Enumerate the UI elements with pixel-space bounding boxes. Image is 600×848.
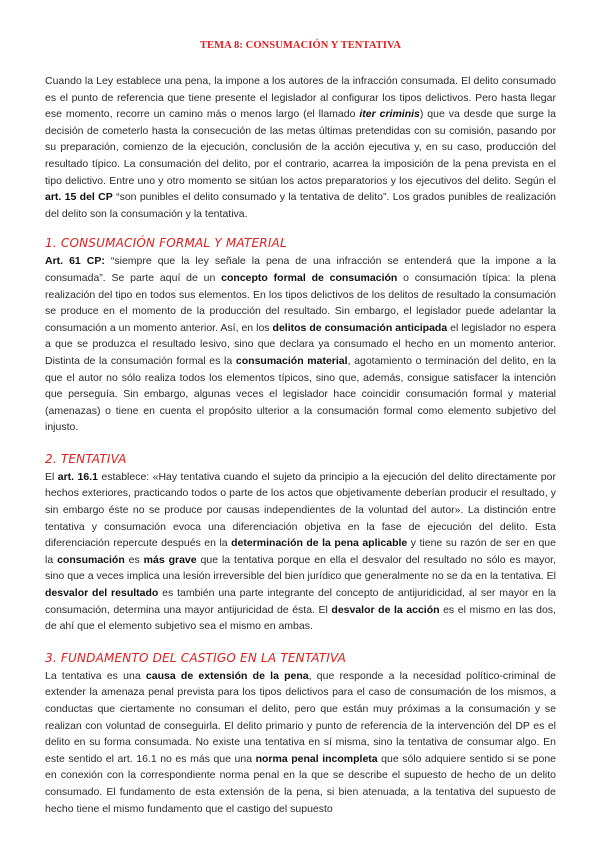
section-text: es: [124, 553, 144, 566]
section-text: es el mismo en las dos, de ahí que el elemento subjetivo sea el mismo en ambas.: [45, 603, 556, 633]
section-text: es también una parte integrante del concepto de antijuridicidad, al ser mayor en la consumación, determina una mayor antijuricidad de ésta. El: [45, 587, 556, 616]
section-emphasis: determinación de la pena aplicable: [231, 537, 408, 550]
section-emphasis: consumación: [57, 553, 125, 566]
section-emphasis: art. 16.1: [57, 470, 98, 483]
intro-text: Cuando la Ley establece una pena, la impone a los autores de la infracción consumada. El delito consumado es el punto de referencia que tiene presente el legislador al configurar los tipos delictivos. Pero hasta llegar ese momento, recorre un camino más o menos largo (el llamado: [45, 75, 556, 121]
intro-text: “son punibles el delito consumado y la tentativa de delito”. Los grados punibles de realización del delito son la consumación y la tentativa.: [45, 191, 557, 220]
section-text: o consumación típica: la plena realización del tipo en todos sus elementos. En los tipos delictivos de los delitos de resultado la consumación se produce en el momento de la producción del resultado. Sin embargo, el legislador puede adelantar la consumación a un momento anterior. Así, en los: [45, 271, 556, 334]
section-emphasis: desvalor del resultado: [45, 587, 159, 600]
section-paragraph-fundamento: [45, 668, 556, 817]
section-emphasis: consumación material: [235, 354, 348, 367]
section-text: que la tentativa porque en ella el desvalor del resultado no sólo es mayor, sino que a veces implica una lesión irreversible del bien jurídico que generalmente no se da en la tentativa. El: [45, 553, 556, 583]
section-emphasis: concepto formal de consumación: [221, 271, 398, 284]
section-emphasis: causa de extensión de la pena: [145, 669, 309, 682]
section-emphasis: desvalor de la acción: [331, 603, 440, 616]
intro-paragraph: [45, 73, 556, 222]
section-emphasis: Art. 61 CP:: [45, 255, 105, 268]
section-paragraph-consumacion: [45, 253, 556, 436]
section-text: establece: «Hay tentativa cuando el sujeto da principio a la ejecución del delito directamente por hechos exteriores, practicando todos o parte de los actos que objetivamente deberían producir el resultado, y sin embargo éste no se produce por causas independientes de la voluntad del autor». La distinción entre tentativa y consumación evoca una diferenciación objetiva en la fase de ejecución del delito. Esta diferenciación repercute después en la: [45, 470, 556, 550]
section-text: “siempre que la ley señale la pena de una infracción se entenderá que la impone a la consumada”. Se parte aquí de un: [45, 255, 556, 284]
section-emphasis: más grave: [143, 553, 197, 566]
intro-text: ) que va desde que surge la decisión de cometerlo hasta la consecución de las metas últimas pretendidas con su comisión, pasando por su preparación, comienzo de la ejecución, conclusión de la acción ejecutiva y, en su caso, producción del resultado típico. La consumación del delito, por el contrario, acarrea la imposición de la pena prevista en el tipo delictivo. Entre uno y otro momento se sitúan los actos preparatorios y los ejecutivos del delito. Según el: [45, 108, 556, 187]
section-emphasis: norma penal incompleta: [255, 752, 378, 765]
section-heading-tentativa: 2. TENTATIVA: [45, 451, 127, 466]
section-text: La tentativa es una: [45, 669, 146, 682]
intro-emphasis: art. 15 del CP: [45, 191, 113, 204]
section-text: que sólo adquiere sentido si se pone en conexión con la correspondiente norma penal en la que se describe el supuesto de hecho de un delito consumado. El fundamento de esta extensión de la pena, si bien atenuada, a la tentativa del supuesto de hecho tiene el mismo fundamento que el castigo del supuesto: [45, 752, 556, 815]
section-text: y tiene su razón de ser en que la: [45, 537, 556, 566]
section-text: El: [45, 470, 58, 483]
section-paragraph-tentativa: [45, 469, 556, 635]
intro-emphasis: iter criminis: [359, 108, 420, 121]
section-heading-consumacion: 1. CONSUMACIÓN FORMAL Y MATERIAL: [45, 236, 287, 251]
section-emphasis: delitos de consumación anticipada: [272, 321, 448, 334]
section-text: , agotamiento o terminación del delito, en la que el autor no sólo realiza todos los elementos típicos, sino que, además, consigue satisfacer la intención que perseguía. Sin embargo, algunas veces el legislador hace coincidir consumación formal y material (amenazas) o tiene en cuenta el propósito ulterior a la consumación formal como elemento subjetivo del injusto.: [45, 354, 557, 434]
section-text: , que responde a la necesidad político-criminal de extender la amenaza penal prevista para los tipos delictivos para el caso de consumación de los mismos, a conductas que ciertamente no consuman el delito, pero que están muy próximas a la consumación y se realizan con voluntad de conseguirla. El delito primario y punto de referencia de la intervención del DP es el delito en su forma consumada. No existe una tentativa en sí misma, sino la tentativa de consumar algo. En este sentido el art. 16.1 no es más que una: [45, 669, 557, 765]
section-heading-fundamento: 3. FUNDAMENTO DEL CASTIGO EN LA TENTATIVA: [45, 650, 347, 665]
page-title: TEMA 8: CONSUMACIÓN Y TENTATIVA: [199, 40, 402, 51]
section-text: el legislador no espera a que se produzca el resultado lesivo, sino que declara ya consumado el hecho en un momento anterior. Distinta de la consumación formal es la: [45, 321, 556, 367]
